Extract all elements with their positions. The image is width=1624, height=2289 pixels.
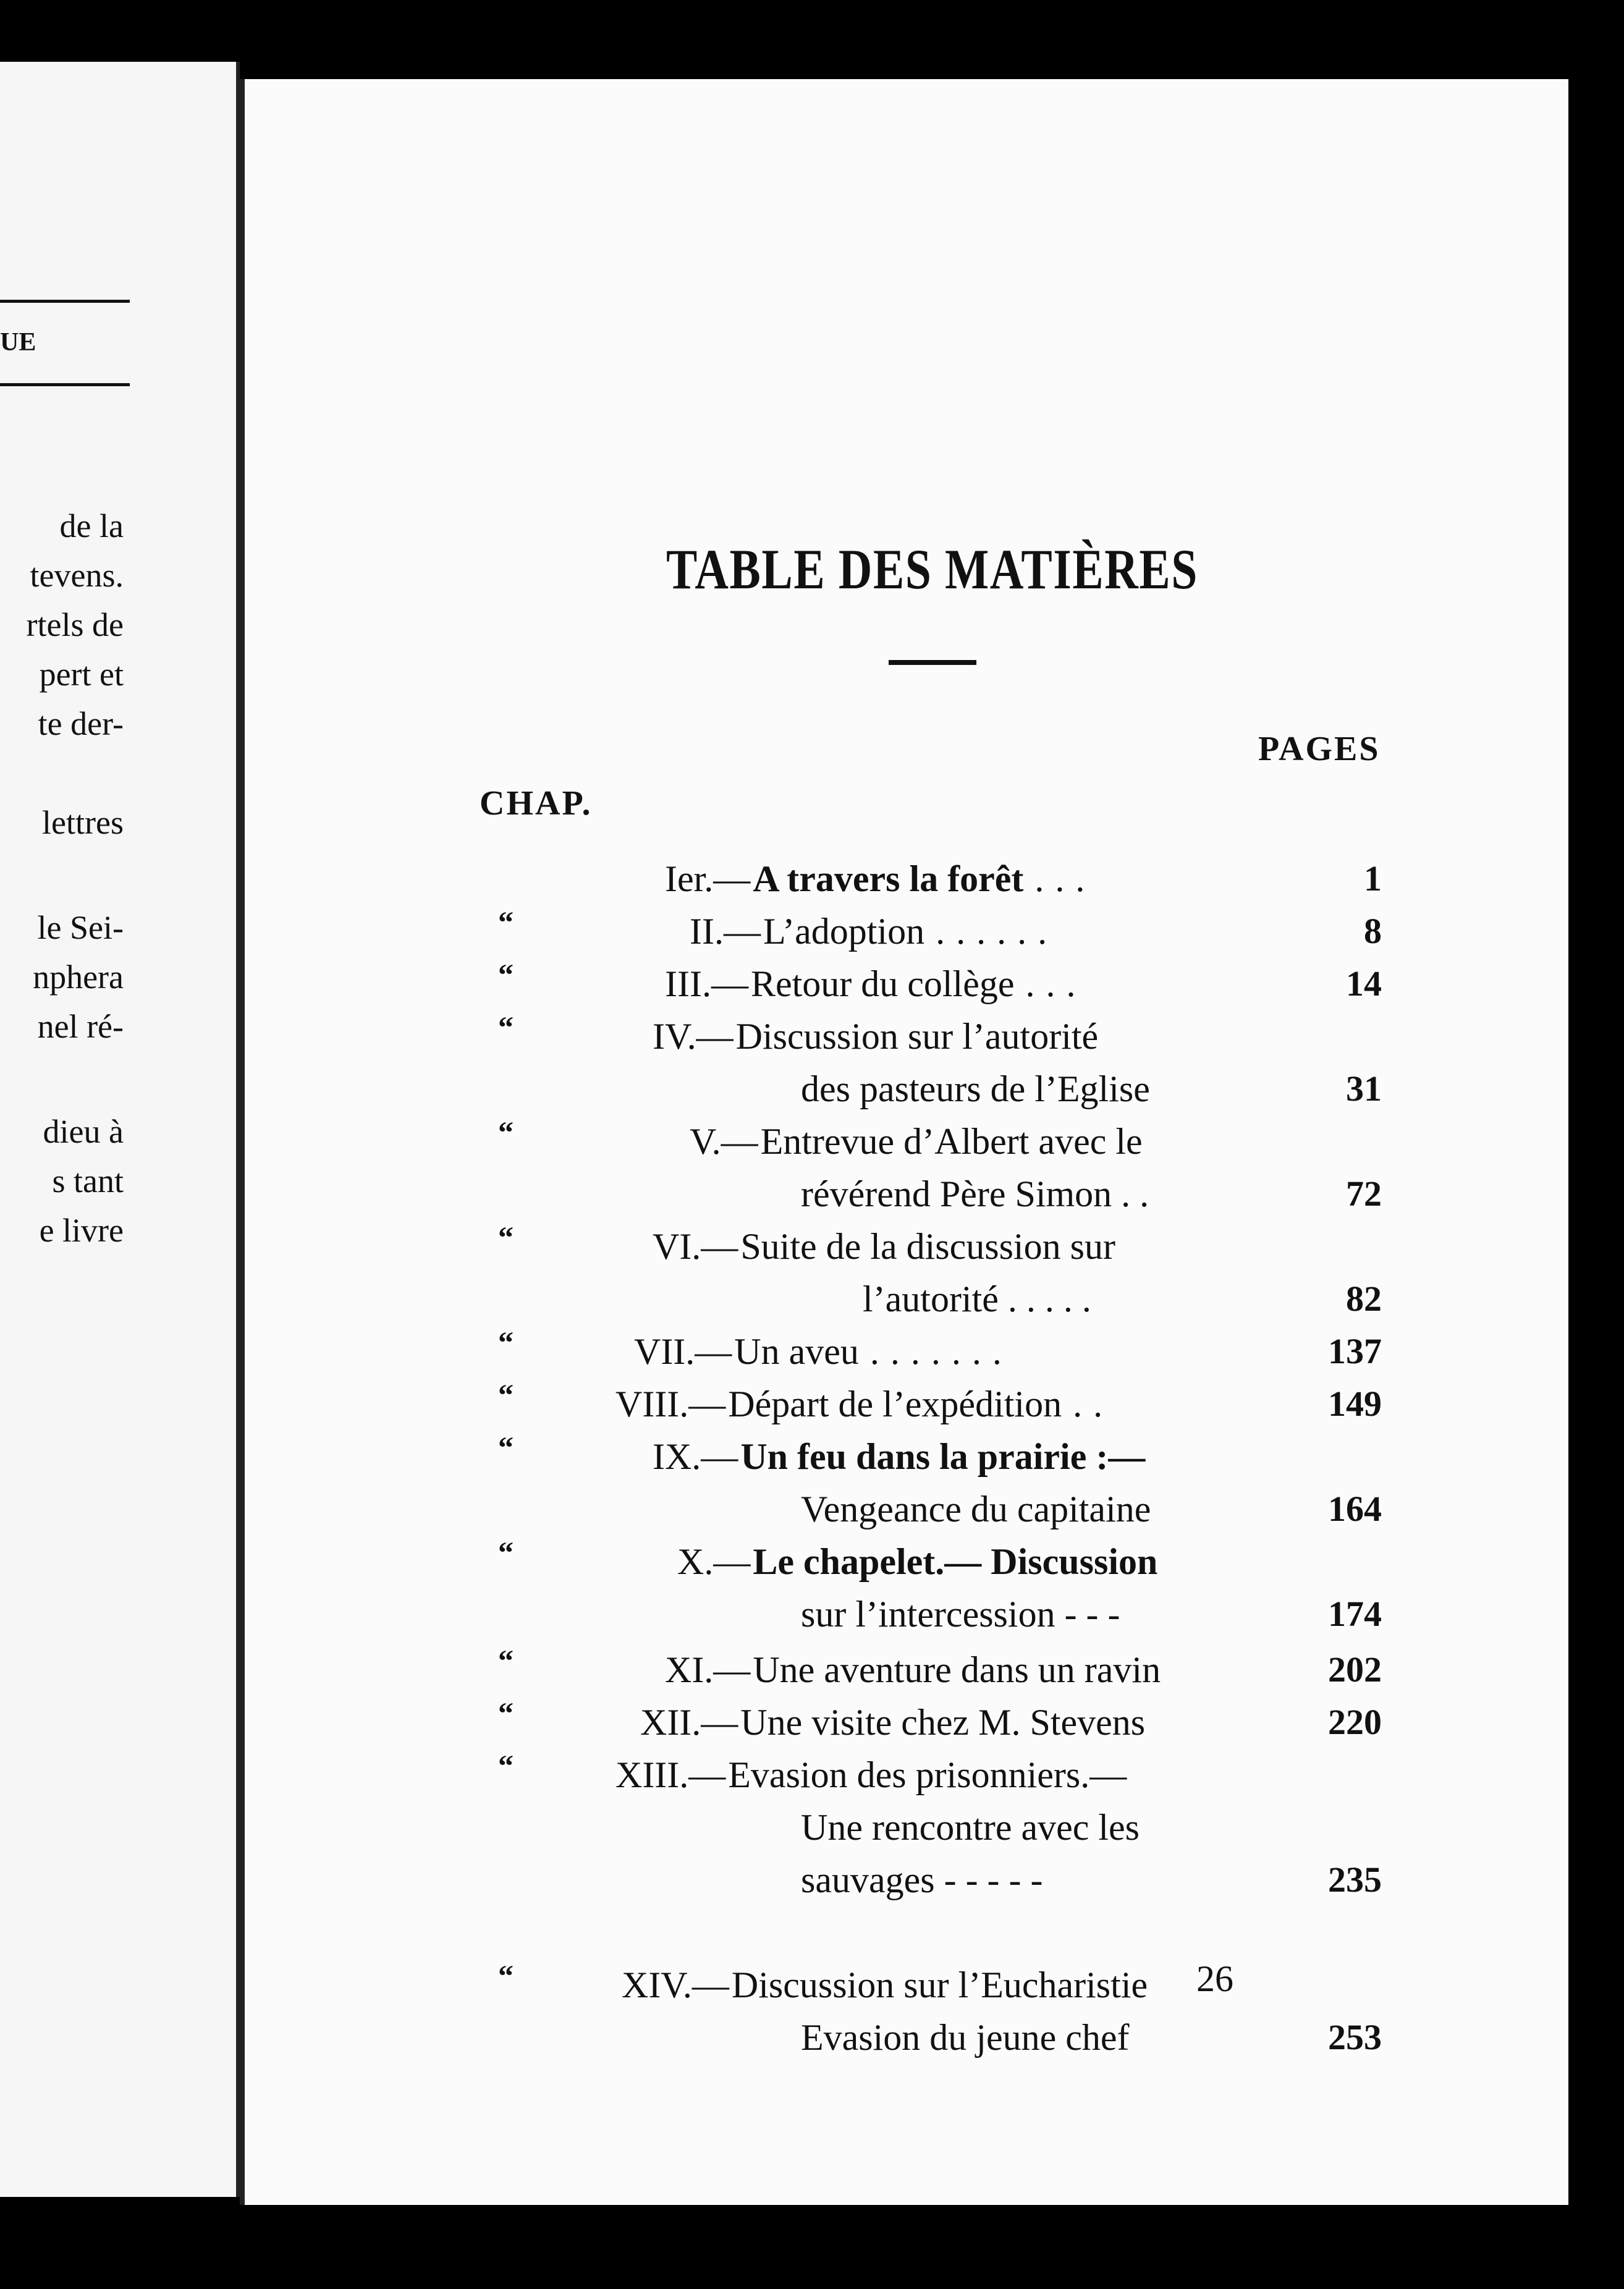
chapter-title: Un feu dans la prairie :— [740,1436,1146,1477]
toc-entry [640,1701,1145,1744]
ditto-mark: “ [498,905,514,939]
toc-entry [665,1649,1161,1691]
left-text-line: tevens. [30,557,124,594]
leader-dots: .. [1073,1384,1114,1424]
chapter-title-continuation: des pasteurs de l’Eglise [801,1068,1150,1109]
ditto-mark: “ [498,1696,514,1730]
chapter-number: II.— [690,911,761,952]
left-text-line: nphera [33,958,124,996]
chapter-title-continuation: Vengeance du capitaine [801,1489,1151,1530]
toc-entry [653,1436,1145,1478]
chapter-number: VI.— [653,1226,738,1267]
chapter-title: Un aveu [734,1331,859,1372]
chapter-title: Evasion des prisonniers.— [728,1754,1127,1795]
ditto-mark: “ [498,1958,514,1993]
chapter-title-continuation: l’autorité . . . . . [863,1279,1091,1319]
chapter-number: XII.— [640,1702,738,1743]
toc-entry [653,1225,1115,1268]
ditto-mark: “ [498,1430,514,1465]
header-rule-top [0,300,130,303]
toc-entry [615,1754,1127,1796]
chapter-title-continuation: Une rencontre avec les [801,1807,1140,1848]
toc-entry [634,1331,1013,1373]
chapter-number: IX.— [653,1436,738,1477]
chapter-number: V.— [690,1121,758,1162]
ditto-mark: “ [498,1010,514,1044]
ditto-mark: “ [498,1377,514,1412]
toc-title: TABLE DES MATIÈRES [666,538,1198,601]
leader-dots: ....... [869,1331,1013,1372]
toc-entry [615,1383,1114,1426]
page-number: 174 [1328,1594,1382,1634]
chapter-number: XIII.— [615,1754,726,1795]
page-number: 235 [1328,1860,1382,1900]
page-number: 220 [1328,1702,1382,1742]
header-rule-bottom [0,383,130,386]
page-number: 1 [1364,858,1382,899]
page-number: 82 [1346,1279,1382,1319]
ditto-mark: “ [498,1535,514,1570]
left-facing-page [0,62,240,2197]
chapter-title-continuation: Evasion du jeune chef [801,2017,1130,2058]
chapter-number: III.— [665,963,748,1004]
toc-entry [677,1541,1157,1583]
left-text-line: le Sei- [37,909,124,946]
leader-dots: ... [1034,858,1096,899]
chapter-title: Retour du collège [750,963,1015,1004]
chapter-title: Le chapelet.— Discussion [753,1541,1158,1582]
ditto-mark: “ [498,1643,514,1678]
chapter-number: IV.— [653,1016,734,1057]
chapter-title-continuation: révérend Père Simon . . [801,1174,1149,1214]
page-number: 72 [1346,1174,1382,1214]
toc-entry [690,910,1058,953]
left-text-line: nel ré- [37,1008,124,1045]
left-text-line: dieu à [43,1113,124,1150]
left-text-line: pert et [39,656,124,693]
page-number: 137 [1328,1331,1382,1371]
page-number: 31 [1346,1068,1382,1109]
left-text-line: s tant [52,1162,124,1200]
ditto-mark: “ [498,1748,514,1783]
toc-entry [622,1964,1148,2007]
left-text-line: lettres [42,804,124,841]
chapter-title-continuation: sur l’intercession - - - [801,1594,1120,1635]
chapter-number: Ier.— [665,858,751,899]
chapter-number: X.— [677,1541,751,1582]
chapter-title: A travers la forêt [753,858,1024,899]
chapter-number: XI.— [665,1649,751,1690]
chapter-number: VII.— [634,1331,732,1372]
toc-entry [665,963,1087,1005]
toc-page [240,79,1568,2205]
title-rule [889,660,976,665]
chapter-title: Départ de l’expédition [728,1384,1062,1424]
left-running-header: UE [0,328,36,357]
chapter-title-continuation: sauvages - - - - - [801,1860,1043,1900]
ditto-mark: “ [498,1115,514,1149]
page-number: 164 [1328,1489,1382,1529]
left-text-line: te der- [38,705,124,742]
chapter-number: XIV.— [622,1965,729,2005]
left-text-line: de la [59,507,124,544]
toc-entry [665,858,1096,900]
toc-entry [653,1015,1098,1058]
chapter-title: Entrevue d’Albert avec le [760,1121,1143,1162]
chap-column-header: CHAP. [480,784,593,823]
chapter-title: L’adoption [763,911,925,952]
signature-mark: 26 [1196,1958,1233,1999]
chapter-title: Une visite chez M. Stevens [740,1702,1146,1743]
pages-column-header: PAGES [1258,730,1381,768]
page-number: 202 [1328,1649,1382,1690]
leader-dots: ... [1025,963,1087,1004]
chapter-title: Une aventure dans un ravin [753,1649,1161,1690]
ditto-mark: “ [498,957,514,992]
page-number: 8 [1364,911,1382,951]
chapter-title: Discussion sur l’Eucharistie [731,1965,1148,2005]
chapter-number: VIII.— [615,1384,726,1424]
toc-entry [690,1120,1143,1163]
page-number: 253 [1328,2017,1382,2057]
left-text-line: rtels de [26,606,124,643]
chapter-title: Discussion sur l’autorité [735,1016,1099,1057]
left-text-line: e livre [39,1212,124,1249]
page-number: 149 [1328,1384,1382,1424]
chapter-title: Suite de la discussion sur [740,1226,1115,1267]
ditto-mark: “ [498,1220,514,1255]
leader-dots: ...... [936,911,1059,952]
page-number: 14 [1346,963,1382,1004]
ditto-mark: “ [498,1325,514,1360]
